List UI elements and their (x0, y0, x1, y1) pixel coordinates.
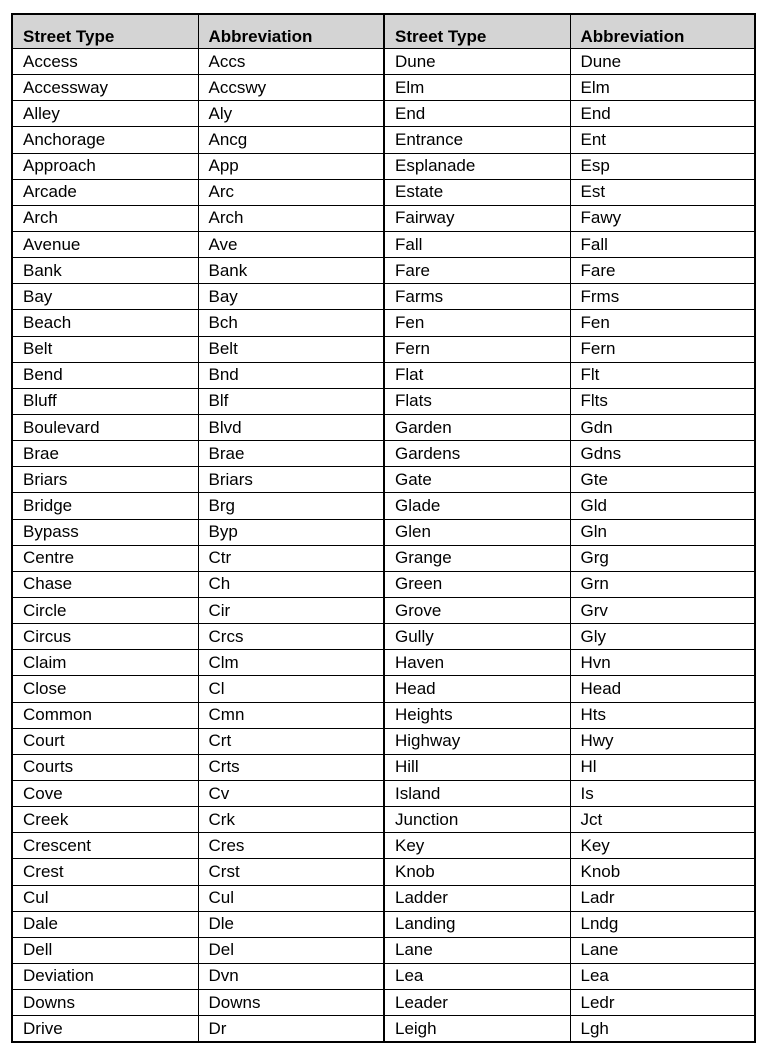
table-row (12, 754, 755, 780)
table-row (12, 284, 755, 310)
street-type-cell: Beach (12, 310, 198, 336)
street-type-cell: Fern (384, 336, 570, 362)
abbreviation-cell: Briars (198, 467, 384, 493)
abbreviation-cell: Hwy (570, 728, 755, 754)
table-row (12, 362, 755, 388)
abbreviation-cell: Frms (570, 284, 755, 310)
street-type-cell: Common (12, 702, 198, 728)
abbreviation-cell: Accswy (198, 75, 384, 101)
street-type-cell: Bend (12, 362, 198, 388)
table-row (12, 963, 755, 989)
street-type-cell: Farms (384, 284, 570, 310)
street-type-cell: Centre (12, 545, 198, 571)
abbreviation-cell: Knob (570, 859, 755, 885)
table-row (12, 571, 755, 597)
street-type-cell: Access (12, 49, 198, 75)
abbreviation-cell: Grg (570, 545, 755, 571)
abbreviation-cell: Cmn (198, 702, 384, 728)
street-type-cell: Grove (384, 597, 570, 623)
abbreviation-cell: Bay (198, 284, 384, 310)
abbreviation-cell: Ctr (198, 545, 384, 571)
street-type-cell: Knob (384, 859, 570, 885)
abbreviation-cell: Crt (198, 728, 384, 754)
street-type-cell: Crest (12, 859, 198, 885)
abbreviation-cell: Flt (570, 362, 755, 388)
street-type-cell: Creek (12, 807, 198, 833)
abbreviation-cell: Esp (570, 153, 755, 179)
abbreviation-cell: Ancg (198, 127, 384, 153)
table-row (12, 258, 755, 284)
table-body (12, 49, 755, 1043)
abbreviation-cell: Key (570, 833, 755, 859)
street-type-cell: Cul (12, 885, 198, 911)
abbreviation-cell: Cres (198, 833, 384, 859)
abbreviation-cell: Fare (570, 258, 755, 284)
street-type-cell: Boulevard (12, 414, 198, 440)
table-row (12, 676, 755, 702)
street-type-cell: Gully (384, 624, 570, 650)
abbreviation-cell: Ladr (570, 885, 755, 911)
table-row (12, 650, 755, 676)
street-type-cell: Leader (384, 990, 570, 1016)
abbreviation-cell: Head (570, 676, 755, 702)
table-row (12, 310, 755, 336)
abbreviation-cell: Fall (570, 231, 755, 257)
street-type-cell: Alley (12, 101, 198, 127)
header-abbreviation-1: Abbreviation (198, 14, 384, 49)
abbreviation-cell: Lea (570, 963, 755, 989)
abbreviation-cell: Bnd (198, 362, 384, 388)
street-type-cell: Heights (384, 702, 570, 728)
abbreviation-cell: Hvn (570, 650, 755, 676)
street-type-cell: Briars (12, 467, 198, 493)
abbreviation-cell: Del (198, 937, 384, 963)
table-row (12, 75, 755, 101)
table-row (12, 441, 755, 467)
street-type-cell: Estate (384, 179, 570, 205)
street-type-cell: Dell (12, 937, 198, 963)
street-type-cell: Leigh (384, 1016, 570, 1043)
abbreviation-cell: Crcs (198, 624, 384, 650)
table-row (12, 127, 755, 153)
street-type-cell: Brae (12, 441, 198, 467)
street-type-cell: Deviation (12, 963, 198, 989)
street-type-cell: Bluff (12, 388, 198, 414)
abbreviation-cell: Byp (198, 519, 384, 545)
header-row (12, 14, 755, 49)
abbreviation-cell: App (198, 153, 384, 179)
abbreviation-cell: Ave (198, 231, 384, 257)
abbreviation-cell: Gdn (570, 414, 755, 440)
abbreviation-cell: Gdns (570, 441, 755, 467)
abbreviation-cell: Cv (198, 780, 384, 806)
table-row (12, 414, 755, 440)
street-type-cell: Fen (384, 310, 570, 336)
table-row (12, 597, 755, 623)
table-row (12, 937, 755, 963)
table-row (12, 833, 755, 859)
street-type-cell: End (384, 101, 570, 127)
street-type-cell: Glen (384, 519, 570, 545)
abbreviation-cell: Hts (570, 702, 755, 728)
abbreviation-cell: Crts (198, 754, 384, 780)
abbreviation-cell: Fen (570, 310, 755, 336)
abbreviation-cell: Gte (570, 467, 755, 493)
abbreviation-cell: Fawy (570, 205, 755, 231)
table-row (12, 231, 755, 257)
street-type-abbreviation-table (11, 13, 756, 1043)
street-type-cell: Lea (384, 963, 570, 989)
abbreviation-cell: Ent (570, 127, 755, 153)
abbreviation-cell: Fern (570, 336, 755, 362)
header-street-type-2: Street Type (384, 14, 570, 49)
street-type-cell: Bay (12, 284, 198, 310)
street-type-cell: Approach (12, 153, 198, 179)
table-row (12, 911, 755, 937)
table-row (12, 728, 755, 754)
street-type-table-container (11, 13, 754, 1043)
abbreviation-cell: Hl (570, 754, 755, 780)
street-type-cell: Elm (384, 75, 570, 101)
abbreviation-cell: Aly (198, 101, 384, 127)
abbreviation-cell: Ledr (570, 990, 755, 1016)
table-row (12, 179, 755, 205)
header-abbreviation-2: Abbreviation (570, 14, 755, 49)
abbreviation-cell: Cl (198, 676, 384, 702)
street-type-cell: Arcade (12, 179, 198, 205)
table-row (12, 1016, 755, 1043)
abbreviation-cell: Grn (570, 571, 755, 597)
street-type-cell: Gate (384, 467, 570, 493)
abbreviation-cell: Accs (198, 49, 384, 75)
street-type-cell: Drive (12, 1016, 198, 1043)
table-row (12, 49, 755, 75)
street-type-cell: Courts (12, 754, 198, 780)
street-type-cell: Entrance (384, 127, 570, 153)
abbreviation-cell: Belt (198, 336, 384, 362)
abbreviation-cell: Downs (198, 990, 384, 1016)
abbreviation-cell: Blf (198, 388, 384, 414)
street-type-cell: Chase (12, 571, 198, 597)
abbreviation-cell: Gld (570, 493, 755, 519)
street-type-cell: Dale (12, 911, 198, 937)
street-type-cell: Circle (12, 597, 198, 623)
street-type-cell: Fall (384, 231, 570, 257)
abbreviation-cell: Crst (198, 859, 384, 885)
abbreviation-cell: Brae (198, 441, 384, 467)
abbreviation-cell: Bch (198, 310, 384, 336)
abbreviation-cell: Dune (570, 49, 755, 75)
abbreviation-cell: Lane (570, 937, 755, 963)
street-type-cell: Hill (384, 754, 570, 780)
table-row (12, 388, 755, 414)
header-street-type-1: Street Type (12, 14, 198, 49)
street-type-cell: Island (384, 780, 570, 806)
abbreviation-cell: Est (570, 179, 755, 205)
street-type-cell: Glade (384, 493, 570, 519)
street-type-cell: Close (12, 676, 198, 702)
abbreviation-cell: Bank (198, 258, 384, 284)
street-type-cell: Belt (12, 336, 198, 362)
table-row (12, 807, 755, 833)
street-type-cell: Highway (384, 728, 570, 754)
street-type-cell: Head (384, 676, 570, 702)
street-type-cell: Haven (384, 650, 570, 676)
table-row (12, 336, 755, 362)
abbreviation-cell: Lndg (570, 911, 755, 937)
street-type-cell: Cove (12, 780, 198, 806)
abbreviation-cell: Cir (198, 597, 384, 623)
street-type-cell: Bypass (12, 519, 198, 545)
abbreviation-cell: Flts (570, 388, 755, 414)
street-type-cell: Key (384, 833, 570, 859)
street-type-cell: Gardens (384, 441, 570, 467)
street-type-cell: Garden (384, 414, 570, 440)
abbreviation-cell: Brg (198, 493, 384, 519)
abbreviation-cell: Is (570, 780, 755, 806)
abbreviation-cell: Dr (198, 1016, 384, 1043)
street-type-cell: Flat (384, 362, 570, 388)
street-type-cell: Fairway (384, 205, 570, 231)
abbreviation-cell: Arch (198, 205, 384, 231)
street-type-cell: Junction (384, 807, 570, 833)
street-type-cell: Avenue (12, 231, 198, 257)
table-row (12, 467, 755, 493)
street-type-cell: Crescent (12, 833, 198, 859)
table-row (12, 885, 755, 911)
table-row (12, 780, 755, 806)
table-row (12, 493, 755, 519)
street-type-cell: Bank (12, 258, 198, 284)
street-type-cell: Circus (12, 624, 198, 650)
street-type-cell: Dune (384, 49, 570, 75)
street-type-cell: Landing (384, 911, 570, 937)
abbreviation-cell: Cul (198, 885, 384, 911)
street-type-cell: Fare (384, 258, 570, 284)
abbreviation-cell: Jct (570, 807, 755, 833)
street-type-cell: Accessway (12, 75, 198, 101)
abbreviation-cell: Dvn (198, 963, 384, 989)
street-type-cell: Downs (12, 990, 198, 1016)
table-row (12, 859, 755, 885)
table-header (12, 14, 755, 49)
street-type-cell: Anchorage (12, 127, 198, 153)
abbreviation-cell: Dle (198, 911, 384, 937)
abbreviation-cell: Gly (570, 624, 755, 650)
abbreviation-cell: Gln (570, 519, 755, 545)
street-type-cell: Green (384, 571, 570, 597)
abbreviation-cell: Elm (570, 75, 755, 101)
street-type-cell: Arch (12, 205, 198, 231)
abbreviation-cell: Grv (570, 597, 755, 623)
abbreviation-cell: Crk (198, 807, 384, 833)
abbreviation-cell: Lgh (570, 1016, 755, 1043)
table-row (12, 519, 755, 545)
table-row (12, 205, 755, 231)
street-type-cell: Court (12, 728, 198, 754)
street-type-cell: Esplanade (384, 153, 570, 179)
street-type-cell: Flats (384, 388, 570, 414)
street-type-cell: Ladder (384, 885, 570, 911)
abbreviation-cell: Clm (198, 650, 384, 676)
table-row (12, 153, 755, 179)
table-row (12, 990, 755, 1016)
street-type-cell: Lane (384, 937, 570, 963)
abbreviation-cell: End (570, 101, 755, 127)
table-row (12, 101, 755, 127)
abbreviation-cell: Arc (198, 179, 384, 205)
street-type-cell: Claim (12, 650, 198, 676)
street-type-cell: Grange (384, 545, 570, 571)
table-row (12, 624, 755, 650)
street-type-cell: Bridge (12, 493, 198, 519)
abbreviation-cell: Ch (198, 571, 384, 597)
table-row (12, 702, 755, 728)
abbreviation-cell: Blvd (198, 414, 384, 440)
table-row (12, 545, 755, 571)
